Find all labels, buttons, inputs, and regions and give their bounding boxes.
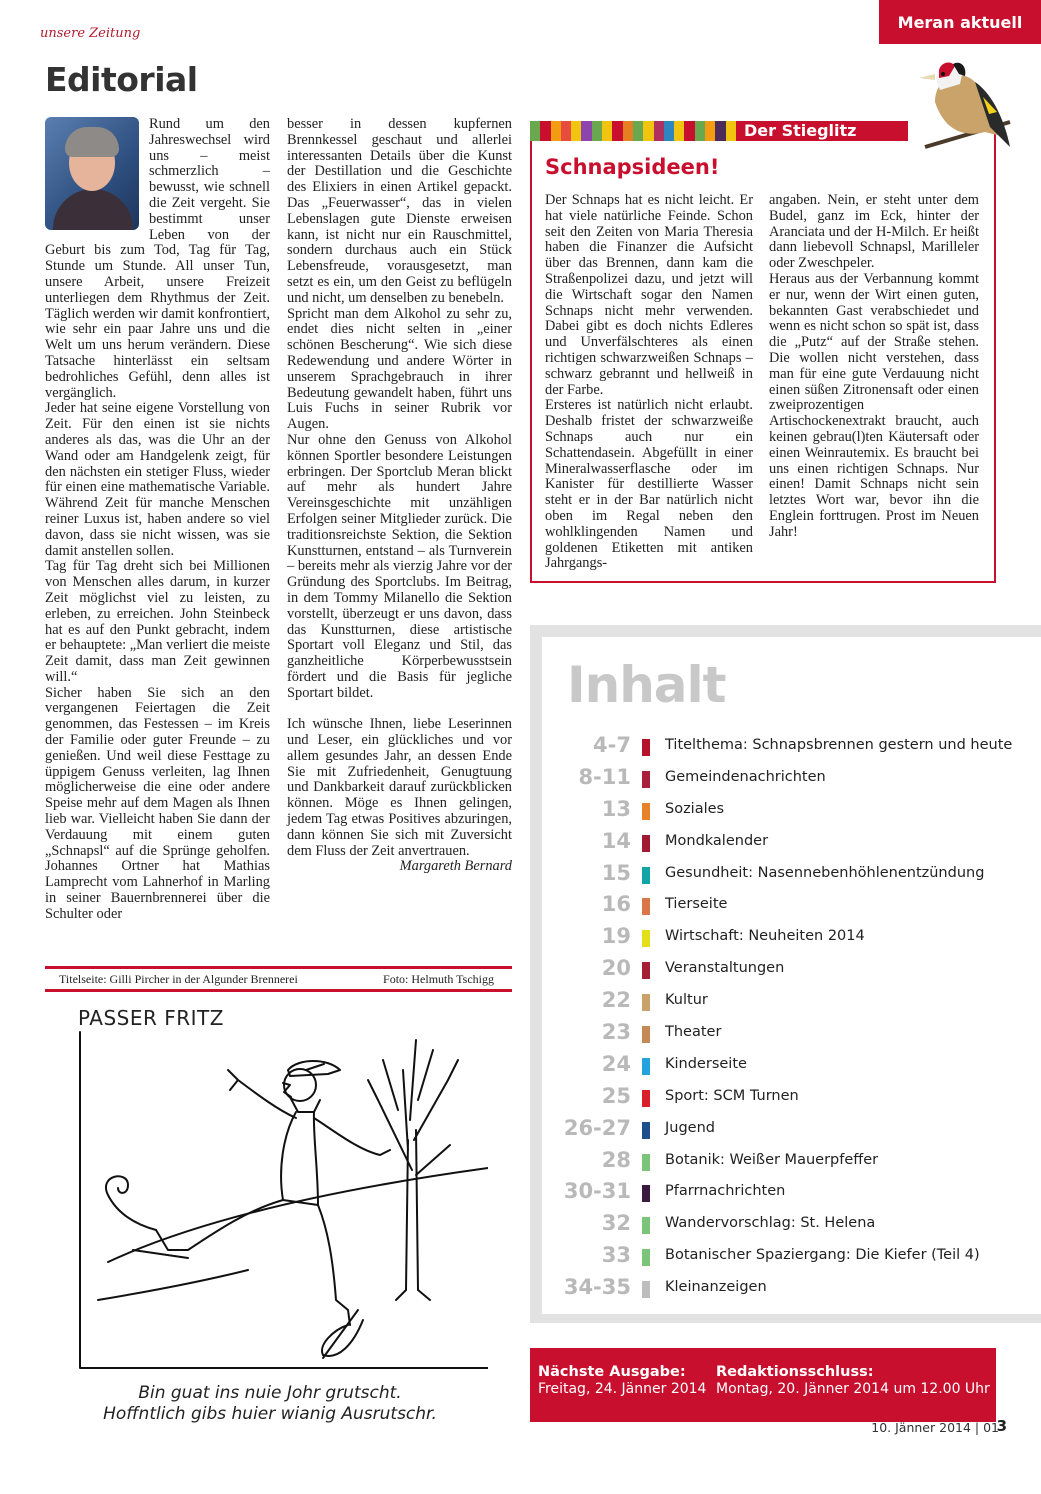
photo-credit: Foto: Helmuth Tschigg — [383, 971, 494, 986]
toc-page-number: 32 — [601, 1211, 631, 1236]
inhalt-title: Inhalt — [567, 656, 726, 714]
stieglitz-paragraph: Der Schnaps hat es nicht leicht. Er hat viele natürliche Feinde. Schon seit den Zeiten von Maria Theresia haben die Finanzer die Aufsicht über das Brennen, dann kam die Straßenpolizei dazu, und jetzt will die Wirtschaft sogar den Namen Schnaps nicht mehr verwenden. Dabei gibt es doch nichts Edleres und Unverfälschteres als einen richtigen schwarzweißen Schnaps – schwarz gebrannt und hellweiß in der Farbe. — [545, 192, 753, 398]
toc-item[interactable] — [542, 1116, 1041, 1148]
toc-item[interactable] — [542, 956, 1041, 988]
stieglitz-label: Der Stieglitz — [736, 121, 908, 141]
toc-page-number: 34-35 — [563, 1275, 631, 1300]
color-stripe — [530, 121, 540, 141]
cover-caption-text: Titelseite: Gilli Pircher in der Algunder Brennerei — [59, 971, 298, 986]
toc-item[interactable] — [542, 1020, 1041, 1052]
color-stripe — [571, 121, 581, 141]
next-issue-label: Nächste Ausgabe: — [538, 1364, 686, 1380]
deadline-date: Montag, 20. Jänner 2014 um 12.00 Uhr — [716, 1381, 990, 1397]
toc-page-number: 25 — [601, 1083, 631, 1108]
cartoon-caption-line: Bin guat ins nuie Johr grutscht. — [138, 1383, 402, 1403]
toc-label: Kleinanzeigen — [665, 1279, 767, 1296]
toc-label: Mondkalender — [665, 832, 769, 849]
color-stripes — [530, 121, 736, 141]
color-stripe — [705, 121, 715, 141]
toc-item[interactable] — [542, 988, 1041, 1020]
toc-item[interactable] — [542, 1275, 1041, 1307]
toc-page-number: 20 — [601, 956, 631, 981]
color-stripe — [643, 121, 653, 141]
toc-color-marker — [642, 771, 650, 788]
color-stripe — [612, 121, 622, 141]
deadline — [716, 1364, 990, 1398]
section-tab: Meran aktuell — [879, 0, 1041, 44]
color-stripe — [581, 121, 591, 141]
next-issue-date: Freitag, 24. Jänner 2014 — [538, 1381, 707, 1397]
toc-color-marker — [642, 1058, 650, 1075]
toc-page-number: 8-11 — [578, 764, 631, 789]
toc-page-number: 30-31 — [563, 1179, 631, 1204]
toc-color-marker — [642, 1185, 650, 1202]
toc-page-number: 14 — [601, 828, 631, 853]
toc-item[interactable] — [542, 1052, 1041, 1084]
toc-color-marker — [642, 1122, 650, 1139]
issue-info: 10. Jänner 2014 | 01 — [871, 1420, 999, 1435]
toc-color-marker — [642, 1249, 650, 1266]
toc-color-marker — [642, 1281, 650, 1298]
color-stripe — [551, 121, 561, 141]
toc-item[interactable] — [542, 829, 1041, 861]
editorial-paragraph: Jeder hat seine eigene Vorstellung von Zeit. Für den einen ist sie nichts anderes als das, was die Uhr an der Wand oder am Handgelenk zeigt, für den nächsten ein stetiger Fluss, wieder für einen eine mathematische Variable. Während Zeit für manche Menschen reiner Luxus ist, haben andere so viel davon, dass sie nicht wissen, was sie damit anstellen sollen. — [45, 400, 270, 559]
color-stripe — [726, 121, 736, 141]
toc-label: Wirtschaft: Neuheiten 2014 — [665, 928, 865, 945]
toc-item[interactable] — [542, 733, 1041, 765]
stieglitz-column-2 — [769, 193, 979, 541]
toc-label: Titelthema: Schnapsbrennen gestern und heute — [665, 737, 1013, 753]
toc-color-marker — [642, 835, 650, 852]
stieglitz-column-1 — [545, 193, 753, 572]
editorial-paragraph: Nur ohne den Genuss von Alkohol können Sportler besondere Leistungen erbringen. Der Sportclub Meran blickt auf mehr als hundert Jahre Vereinsgeschichte mit unzähligen Erfolgen seiner Mitglieder zurück. Die traditionsreichste Sektion, die Sektion Kunstturnen, entstand – als Turnverein – bereits mehr als vierzig Jahre vor der Gründung des Sportclubs. Im Beitrag, in dem Tommy Milanello die Sektion vorstellt, überzeugt er uns davon, dass das Kunstturnen, diese artistische Sportart voll Eleganz und Stil, das ganzheitliche Körperbewusstsein fördert und die Basis für jegliche Sportart bildet. — [287, 431, 512, 701]
toc-label: Wandervorschlag: St. Helena — [665, 1215, 876, 1232]
toc-item[interactable] — [542, 1084, 1041, 1116]
color-stripe — [561, 121, 571, 141]
toc-color-marker — [642, 1217, 650, 1234]
table-of-contents — [542, 733, 1041, 1307]
toc-page-number: 22 — [601, 988, 631, 1013]
toc-label: Jugend — [665, 1119, 715, 1136]
toc-color-marker — [642, 803, 650, 820]
color-stripe — [654, 121, 664, 141]
toc-label: Kultur — [665, 992, 708, 1009]
toc-label: Botanik: Weißer Mauerpfeffer — [665, 1151, 879, 1168]
next-issue-box — [530, 1348, 996, 1422]
toc-item[interactable] — [542, 924, 1041, 956]
stieglitz-paragraph: angaben. Nein, er steht unter dem Budel, ganz im Eck, hinter der Aranciata und der H-Milch. Er heißt dann liebevoll Schnapsl, Marilleler oder Zweschpeler. — [769, 192, 979, 272]
color-stripe — [674, 121, 684, 141]
toc-page-number: 28 — [601, 1147, 631, 1172]
editorial-signature: Margareth Bernard — [399, 858, 512, 875]
editorial-column-2 — [287, 117, 512, 875]
toc-page-number: 33 — [601, 1243, 631, 1268]
toc-page-number: 15 — [601, 860, 631, 885]
toc-page-number: 19 — [601, 924, 631, 949]
color-stripe — [633, 121, 643, 141]
cartoon-title: PASSER FRITZ — [78, 1006, 224, 1030]
toc-color-marker — [642, 994, 650, 1011]
cartoon-caption-line: Hoffntlich gibs huier wianig Ausrutschr. — [103, 1404, 437, 1424]
toc-label: Sport: SCM Turnen — [665, 1087, 799, 1104]
toc-color-marker — [642, 930, 650, 947]
editorial-paragraph: Sicher haben Sie sich an den vergangenen Feiertagen die Zeit genommen, das Festessen – im Kreis der Familie oder guter Freunde – zu genießen. Und weil diese Festtage zu üppigem Genuss verleiten, lag Ihnen möglicherweise die eine oder andere Speise mehr auf dem Magen als Ihnen lieb war. Vielleicht haben Sie dann der Verdauung mit einem guten „Schnapsl“ auf die Sprünge geholfen. Johannes Ortner hat Mathias Lamprecht vom Lahnerhof in Marling in seiner Bauernbrennerei über die Schulter oder — [45, 684, 270, 922]
toc-item[interactable] — [542, 1211, 1041, 1243]
toc-item[interactable] — [542, 1179, 1041, 1211]
toc-page-number: 24 — [601, 1051, 631, 1076]
editorial-title: Editorial — [45, 60, 198, 99]
editorial-paragraph: Ich wünsche Ihnen, liebe Leserinnen und Leser, ein glückliches und vor allem gesundes Jahr, an dessen Ende Sie mit Zufriedenheit, Genugtuung und Dankbarkeit darauf zurückblicken können. Möge es Ihnen gelingen, jedem Tag etwas Positives abzuringen, dann können Sie sich mit Zuversicht dem Fluss der Zeit anvertrauen. — [287, 716, 512, 859]
toc-label: Gesundheit: Nasennebenhöhlenentzündung — [665, 864, 985, 881]
toc-label: Tierseite — [665, 896, 728, 913]
color-stripe — [540, 121, 550, 141]
goldfinch-illustration — [905, 52, 1015, 152]
masthead-logo: unsere Zeitung — [40, 26, 141, 41]
next-issue — [538, 1364, 706, 1398]
toc-item[interactable] — [542, 765, 1041, 797]
toc-color-marker — [642, 1090, 650, 1107]
stieglitz-headline: Schnapsideen! — [545, 155, 720, 179]
cartoon-caption — [60, 1383, 480, 1425]
editorial-paragraph: Tag für Tag dreht sich bei Millionen von Menschen alles darum, in kurzer Zeit möglichst viel zu leisten, zu erleben, zu erreichen. John Steinbeck hat es auf den Punkt gebracht, indem er behauptete: „Man verliert die meiste Zeit damit, dass man Zeit gewinnen will.“ — [45, 558, 270, 685]
toc-page-number: 13 — [601, 796, 631, 821]
toc-label: Theater — [665, 1024, 722, 1041]
toc-item[interactable] — [542, 1243, 1041, 1275]
toc-color-marker — [642, 1154, 650, 1171]
deadline-label: Redaktionsschluss: — [716, 1364, 874, 1380]
toc-color-marker — [642, 739, 650, 756]
toc-item[interactable] — [542, 1148, 1041, 1180]
toc-label: Soziales — [665, 800, 725, 817]
toc-page-number: 26-27 — [563, 1115, 631, 1140]
toc-color-marker — [642, 962, 650, 979]
toc-item[interactable] — [542, 797, 1041, 829]
toc-color-marker — [642, 867, 650, 884]
color-stripe — [664, 121, 674, 141]
toc-label: Pfarrnachrichten — [665, 1183, 786, 1200]
toc-color-marker — [642, 1026, 650, 1043]
editorial-paragraph: Rund um den Jahreswechsel wird uns – meist schmerzlich – bewusst, wie schnell die Zeit vergeht. Sie bestimmt unser Leben von der Geburt bis zum Tod, Tag für Tag, Stunde um Stunde. All unser Tun, unsere Arbeit, unsere Freizeit unterliegen dem Rhythmus der Zeit. Täglich werden wir damit konfrontiert, wie sehr ein paar Jahre uns und die Welt um uns herum verändern. Diese Tatsache hinterlässt ein seltsam bedrohliches Gefühl, denn alles ist vergänglich. — [45, 116, 270, 401]
toc-label: Kinderseite — [665, 1055, 747, 1072]
stieglitz-paragraph: Ersteres ist natürlich nicht erlaubt. Deshalb fristet der schwarzweiße Schnaps auch nur ein Schattendasein. Abgefüllt in einer Mineralwasserflasche oder im Kanister für destillierte Wasser steht er in der Bar natürlich nicht oben im Regal neben den wohlklingenden Namen und goldenen Etiketten mit antiken Jahrgangs- — [545, 397, 753, 572]
page-number: 3 — [996, 1417, 1007, 1435]
toc-color-marker — [642, 898, 650, 915]
color-stripe — [684, 121, 694, 141]
editorial-paragraph: besser in dessen kupfernen Brennkessel geschaut und allerlei interessanten Details über die Kunst der Destillation und die Geschichte des Elixiers in einen Artikel gepackt. Das „Feuerwasser“, das in vielen Lebenslagen gute Dienste erweisen kann, ist nicht nur ein Rauschmittel, sondern durchaus auch ein Stück Lebensfreude, vorausgesetzt, man setzt es ein, um den Geist zu beflügeln und nicht, um denselben zu benebeln. — [287, 116, 512, 306]
color-stripe — [602, 121, 612, 141]
toc-label: Veranstaltungen — [665, 960, 785, 977]
toc-page-number: 16 — [601, 892, 631, 917]
toc-label: Botanischer Spaziergang: Die Kiefer (Teil 4) — [665, 1247, 980, 1264]
toc-page-number: 23 — [601, 1020, 631, 1045]
cover-caption — [45, 966, 512, 992]
stieglitz-paragraph: Heraus aus der Verbannung kommt er nur, wenn der Wirt einen guten, bekannten Gast verabschiedet und wenn es nicht schon so spät ist, dass die „Putz“ auf der Straße stehen. Die wollen nicht verstehen, dass man für eine gute Verdauung nicht einen süßen Zitronensaft oder einen zweiprozentigen Artischockenextrakt braucht, auch keinen gebrau(l)ten Käutersaft oder einen Weinrautemix. Es braucht bei uns einen richtigen Schnaps. Nur einen! Damit Schnaps nicht sein letztes Wort war, bevor ihn die Englein forttrugen. Prost im Neuen Jahr! — [769, 270, 979, 540]
editorial-paragraph: Spricht man dem Alkohol zu sehr zu, endet dies nicht selten in „einer schönen Bescherung“. Wie sich diese Redewendung und andere Wörter in unserem Sprachgebrauch in ihrer Bedeutung gewandelt haben, führt uns Luis Fuchs in seiner Rubrik vor Augen. — [287, 305, 512, 433]
color-stripe — [623, 121, 633, 141]
editorial-column-1 — [45, 117, 270, 923]
toc-item[interactable] — [542, 892, 1041, 924]
toc-label: Gemeindenachrichten — [665, 768, 826, 785]
cartoon-drawing — [78, 1000, 488, 1435]
toc-page-number: 4-7 — [593, 733, 631, 757]
color-stripe — [695, 121, 705, 141]
toc-item[interactable] — [542, 861, 1041, 893]
color-stripe — [592, 121, 602, 141]
color-stripe — [715, 121, 725, 141]
